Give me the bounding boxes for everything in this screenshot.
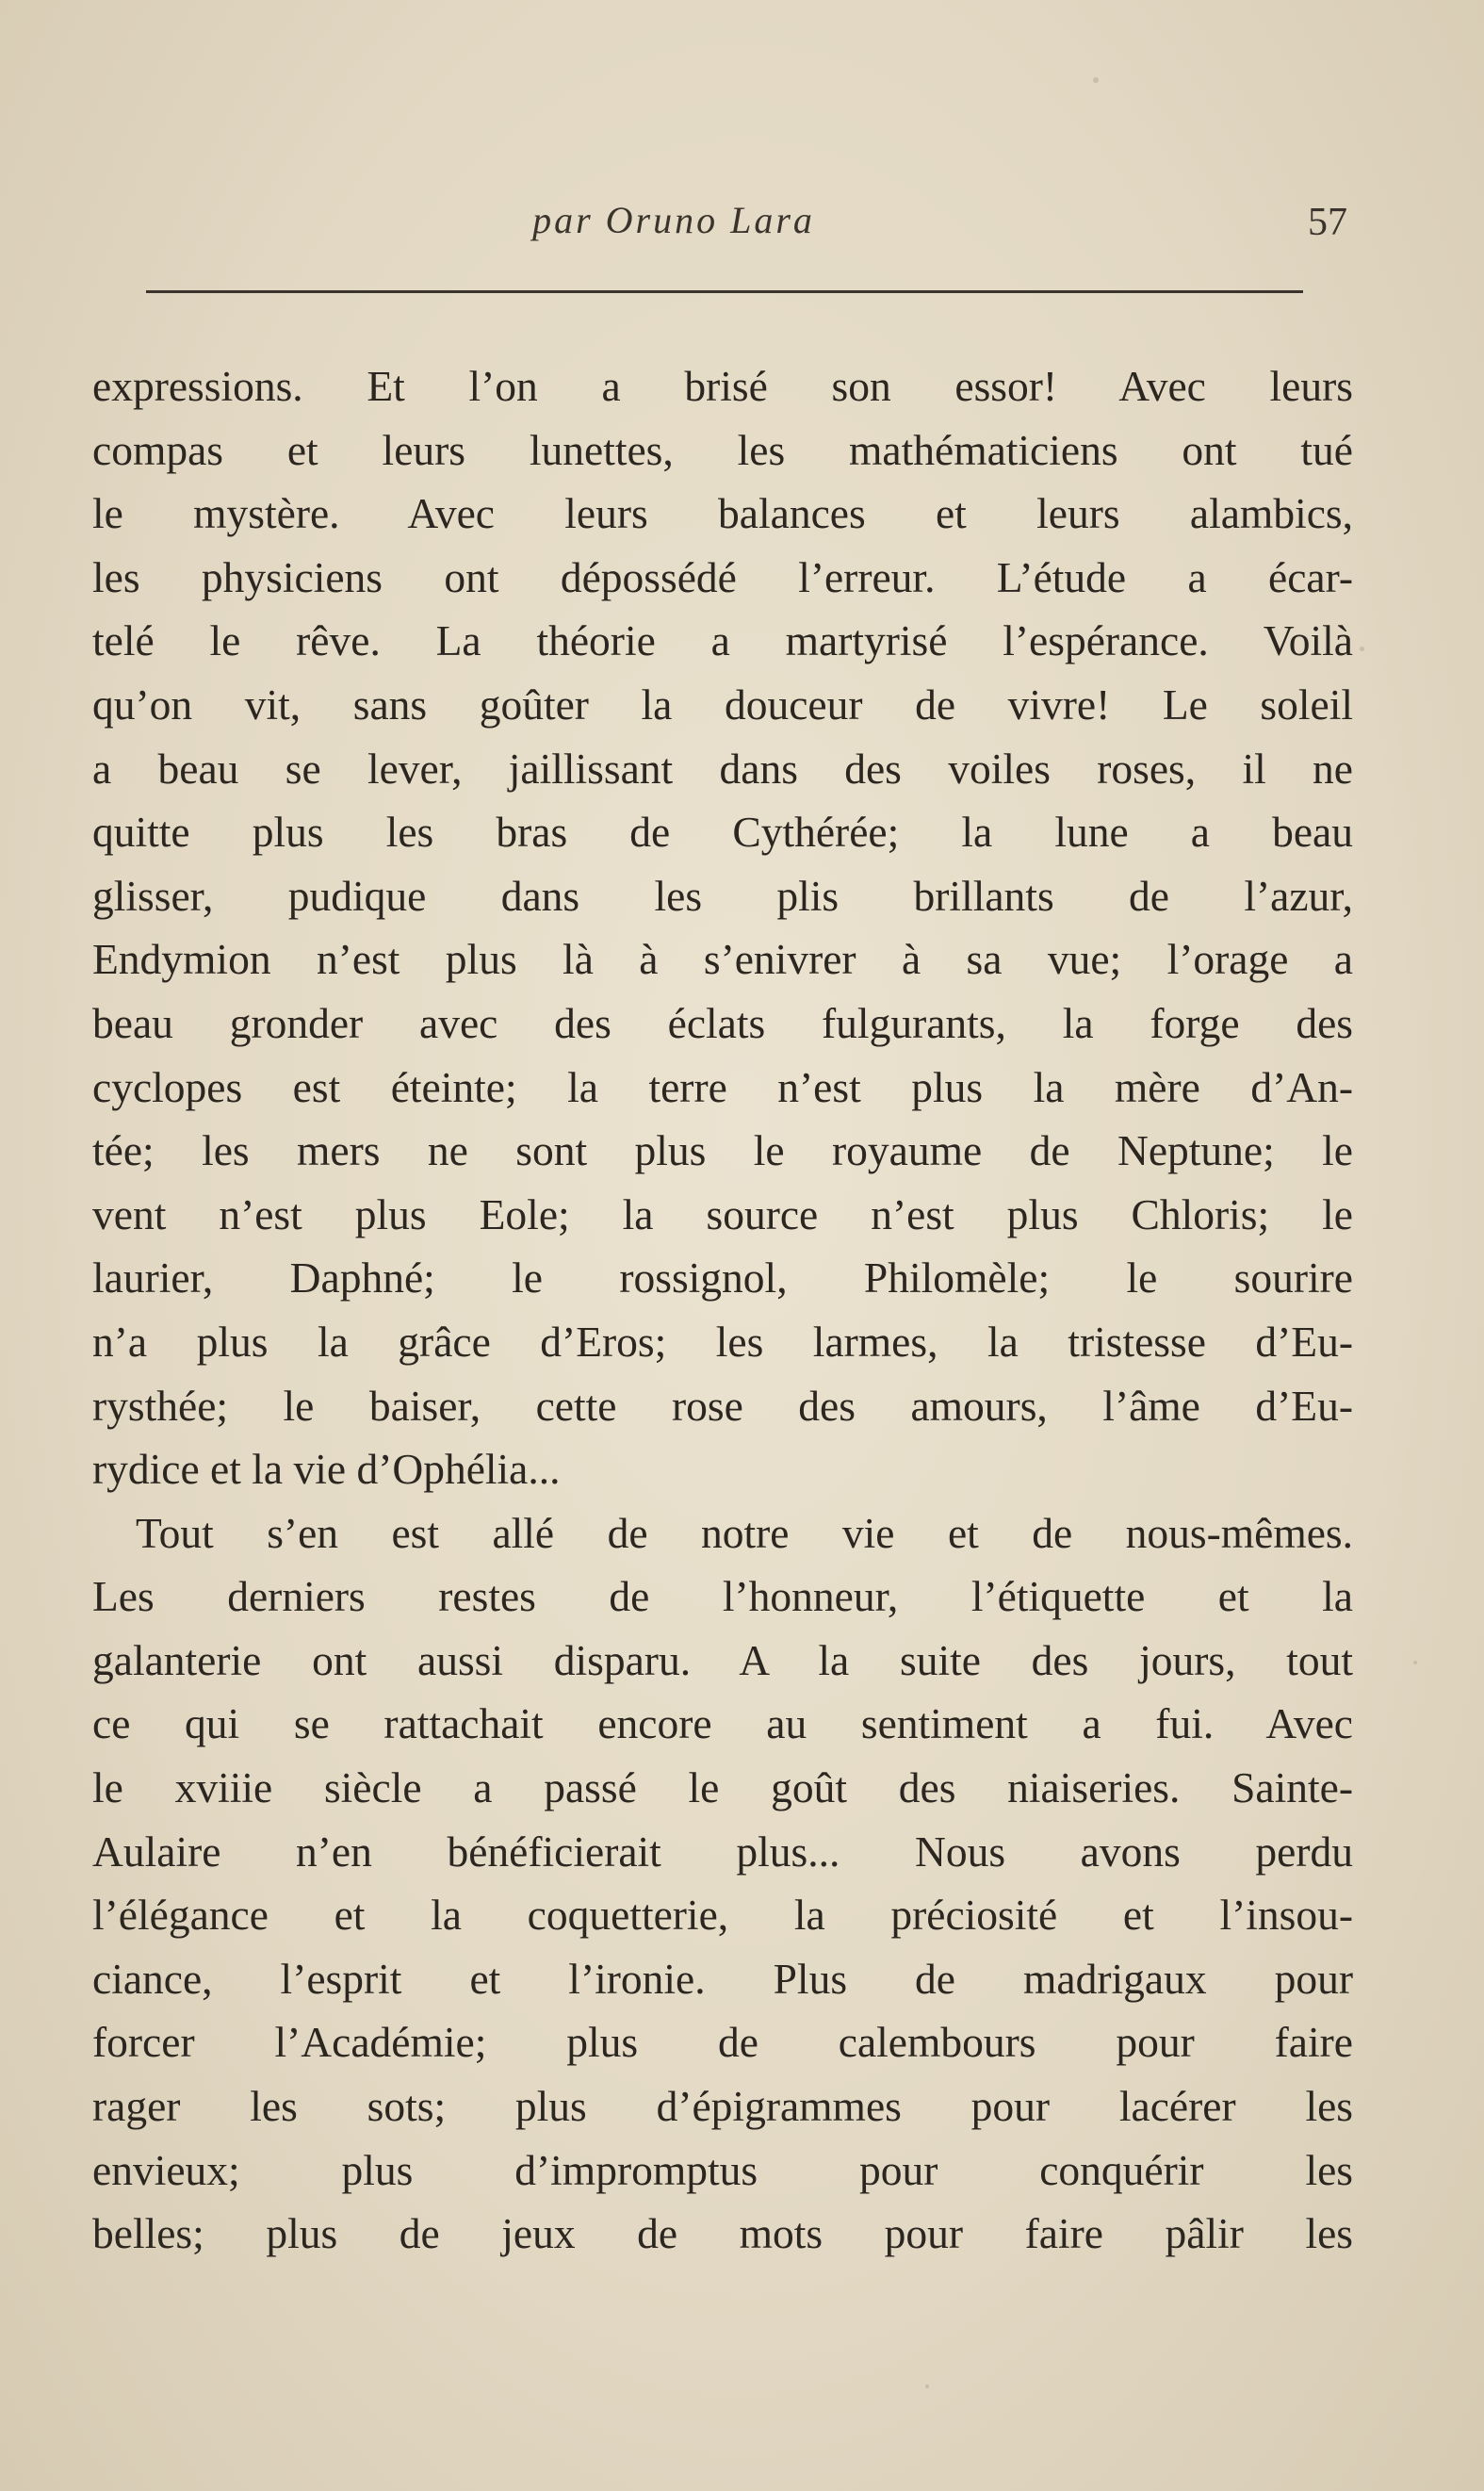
paper-speck: [1093, 77, 1099, 83]
text-line: glisser, pudique dans les plis brillants de l’azur,: [92, 871, 1353, 920]
text-line: compas et leurs lunettes, les mathématiciens ont tué: [92, 425, 1353, 474]
text-line: les physiciens ont dépossédé l’erreur. L’étude a écar-: [92, 552, 1353, 601]
text-line: cyclopes est éteinte; la terre n’est plus la mère d’An-: [92, 1062, 1353, 1111]
text-line: n’a plus la grâce d’Eros; les larmes, la tristesse d’Eu-: [92, 1317, 1353, 1366]
paper-speck: [925, 2384, 929, 2388]
text-line: belles; plus de jeux de mots pour faire pâlir les: [92, 2209, 1353, 2258]
text-line: le xviiie siècle a passé le goût des niaiseries. Sainte-: [92, 1763, 1353, 1812]
paragraph-start-line: Tout s’en est allé de notre vie et de nous-mêmes.: [136, 1508, 1353, 1557]
text-line: l’élégance et la coquetterie, la préciosité et l’insou-: [92, 1891, 1353, 1940]
text-line: envieux; plus d’impromptus pour conquérir les: [92, 2145, 1353, 2194]
text-line: a beau se lever, jaillissant dans des voiles roses, il ne: [92, 744, 1353, 793]
header-rule: [146, 290, 1303, 293]
paragraph-end-line: rydice et la vie d’Ophélia...: [92, 1445, 561, 1494]
text-line: ciance, l’esprit et l’ironie. Plus de madrigaux pour: [92, 1954, 1353, 2003]
body-text: [92, 354, 1353, 2266]
text-line: beau gronder avec des éclats fulgurants, la forge des: [92, 998, 1353, 1047]
running-head: [141, 198, 1347, 254]
text-line: Aulaire n’en bénéficierait plus... Nous avons perdu: [92, 1827, 1353, 1876]
page-number: 57: [1308, 201, 1347, 244]
text-line: quitte plus les bras de Cythérée; la lune a beau: [92, 808, 1353, 857]
text-line: tée; les mers ne sont plus le royaume de Neptune; le: [92, 1126, 1353, 1175]
text-line: rager les sots; plus d’épigrammes pour lacérer les: [92, 2082, 1353, 2131]
text-line: Endymion n’est plus là à s’enivrer à sa vue; l’orage a: [92, 935, 1353, 984]
text-line: forcer l’Académie; plus de calembours pour faire: [92, 2018, 1353, 2067]
text-line: le mystère. Avec leurs balances et leurs alambics,: [92, 489, 1353, 538]
text-line: telé le rêve. La théorie a martyrisé l’espérance. Voilà: [92, 616, 1353, 665]
text-line: rysthée; le baiser, cette rose des amours, l’âme d’Eu-: [92, 1381, 1353, 1430]
text-line: galanterie ont aussi disparu. A la suite des jours, tout: [92, 1635, 1353, 1684]
text-line: Les derniers restes de l’honneur, l’étiquette et la: [92, 1572, 1353, 1621]
paper-speck: [1413, 1661, 1417, 1664]
text-line: qu’on vit, sans goûter la douceur de vivre! Le soleil: [92, 680, 1353, 729]
paper-speck: [1360, 647, 1364, 651]
running-title: par Oruno Lara: [532, 199, 815, 241]
text-line: ce qui se rattachait encore au sentiment a fui. Avec: [92, 1699, 1353, 1748]
text-line: vent n’est plus Eole; la source n’est plus Chloris; le: [92, 1189, 1353, 1238]
text-line: laurier, Daphné; le rossignol, Philomèle; le sourire: [92, 1254, 1353, 1303]
text-line: expressions. Et l’on a brisé son essor! Avec leurs: [92, 362, 1353, 410]
